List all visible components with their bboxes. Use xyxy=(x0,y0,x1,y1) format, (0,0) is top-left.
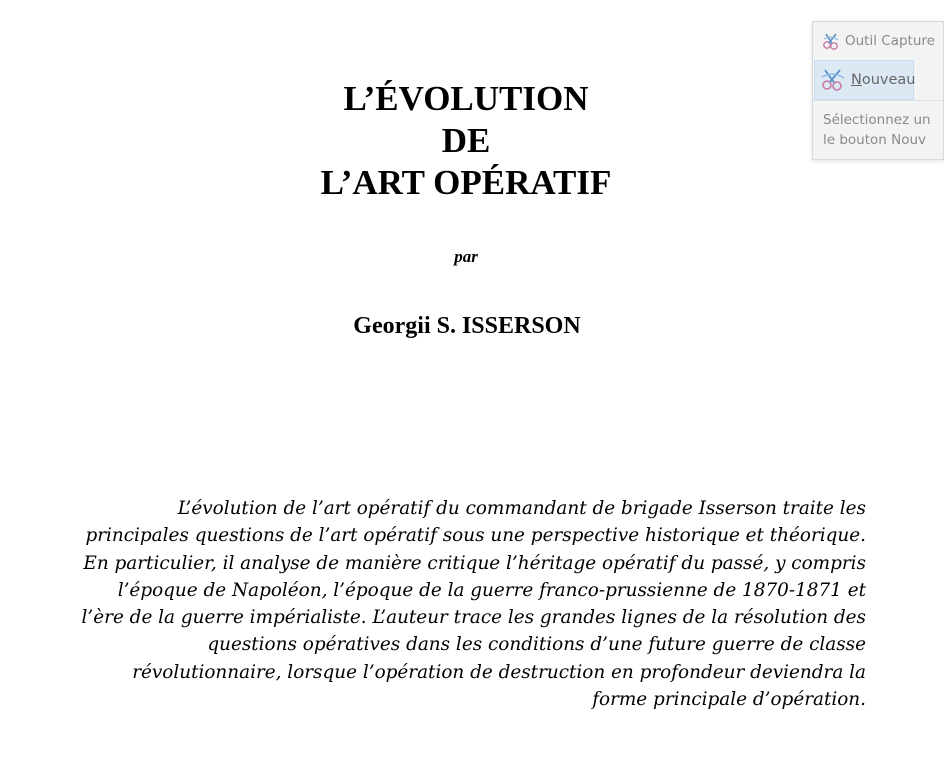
abstract-line: l’ère de la guerre impérialiste. L’auteur trace les grandes lignes de la résolution des xyxy=(81,607,866,629)
abstract-line: questions opératives dans les conditions d’une future guerre de classe xyxy=(207,634,866,656)
snipping-tool-title: Outil Capture xyxy=(845,33,935,49)
document-title xyxy=(0,78,932,204)
scissors-icon xyxy=(819,67,847,93)
title-line: DE xyxy=(441,121,491,160)
new-snip-button[interactable] xyxy=(814,60,914,100)
snipping-tool-instructions xyxy=(823,111,931,150)
new-button-label-rest: ouveau xyxy=(861,72,916,88)
new-button-accelerator: N xyxy=(851,72,862,88)
byline: par xyxy=(454,247,478,266)
new-button-label xyxy=(851,72,916,88)
abstract-line: forme principale d’opération. xyxy=(592,689,866,711)
abstract-line: L’évolution de l’art opératif du commandant de brigade Isserson traite les xyxy=(177,498,866,519)
abstract-line: l’époque de Napoléon, l’époque de la guerre franco-prussienne de 1870-1871 et xyxy=(117,579,866,601)
abstract-line: En particulier, il analyse de manière critique l’héritage opératif du passé, y compris xyxy=(83,552,866,574)
snip-divider xyxy=(813,100,943,101)
instruction-line: Sélectionnez un xyxy=(823,112,931,128)
title-line: L’ÉVOLUTION xyxy=(343,79,589,118)
abstract-line: révolutionnaire, lorsque l’opération de destruction en profondeur deviendra la xyxy=(132,661,866,683)
title-line: L’ART OPÉRATIF xyxy=(320,163,612,202)
snipping-tool-titlebar[interactable] xyxy=(821,30,935,52)
abstract-line: principales questions de l’art opératif sous une perspective historique et théorique. xyxy=(85,525,866,547)
scissors-icon xyxy=(821,31,841,51)
snipping-tool-window xyxy=(812,21,944,160)
abstract xyxy=(56,495,866,713)
author-name: Georgii S. ISSERSON xyxy=(353,313,581,339)
instruction-line: le bouton Nouv xyxy=(823,131,927,148)
